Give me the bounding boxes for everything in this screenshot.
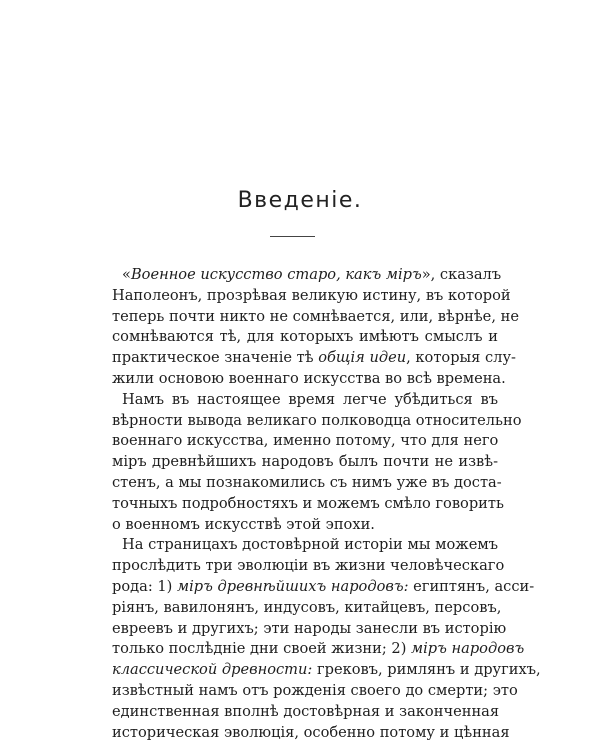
text-line: стенъ, а мы познакомились съ нимъ уже въ доста- <box>112 473 502 491</box>
text-line: вѣрности вывода великаго полководца относительно <box>112 411 522 429</box>
chapter-title: Введенiе. <box>237 188 363 213</box>
text-line: евреевъ и другихъ; эти народы занесли въ исторiю <box>112 619 507 637</box>
text-line: Наполеонъ, прозрѣвая великую истину, въ которой <box>112 286 511 304</box>
text-line: «Военное искусство старо, какъ мiръ», сказалъ <box>122 266 502 283</box>
text-line: рiянъ, вавилонянъ, индусовъ, китайцевъ, персовъ, <box>112 598 502 616</box>
text-line: о военномъ искусствѣ этой эпохи. <box>112 515 375 533</box>
text-line: практическое значенiе тѣ общiя идеи, которыя слу- <box>112 349 516 367</box>
text-line: точныхъ подробностяхъ и можемъ смѣло говорить <box>112 494 504 512</box>
text-line: военнаго искусства, именно потому, что для него <box>112 432 499 450</box>
text-line: прослѣдить три эволюцiи въ жизни человѣческаго <box>112 557 505 575</box>
text-line: мiръ древнѣйшихъ народовъ былъ почти не извѣ- <box>112 453 498 471</box>
text-line: историческая эволюцiя, особенно потому и цѣнная <box>112 723 510 741</box>
text-line: На страницахъ достовѣрной исторiи мы можемъ <box>122 536 498 554</box>
text-line: сомнѣваются тѣ, для которыхъ имѣютъ смыслъ и <box>112 328 498 346</box>
page-body <box>112 265 541 743</box>
text-line: Намъ въ настоящее время легче убѣдиться въ <box>122 390 498 408</box>
text-line: извѣстный намъ отъ рожденiя своего до смерти; это <box>112 681 518 699</box>
text-line: теперь почти никто не сомнѣвается, или, вѣрнѣе, не <box>112 307 519 325</box>
text-line: единственная вполнѣ достовѣрная и законченная <box>112 702 500 720</box>
text-line: только послѣднiе дни своей жизни; 2) мiръ народовъ <box>112 640 525 658</box>
text-line: классической древности: грековъ, римлянъ и другихъ, <box>112 661 541 679</box>
text-line: жили основою военнаго искусства во всѣ времена. <box>112 369 506 387</box>
text-line: рода: 1) мiръ древнѣйшихъ народовъ: египтянъ, асси- <box>112 577 535 595</box>
title-divider <box>270 236 315 237</box>
